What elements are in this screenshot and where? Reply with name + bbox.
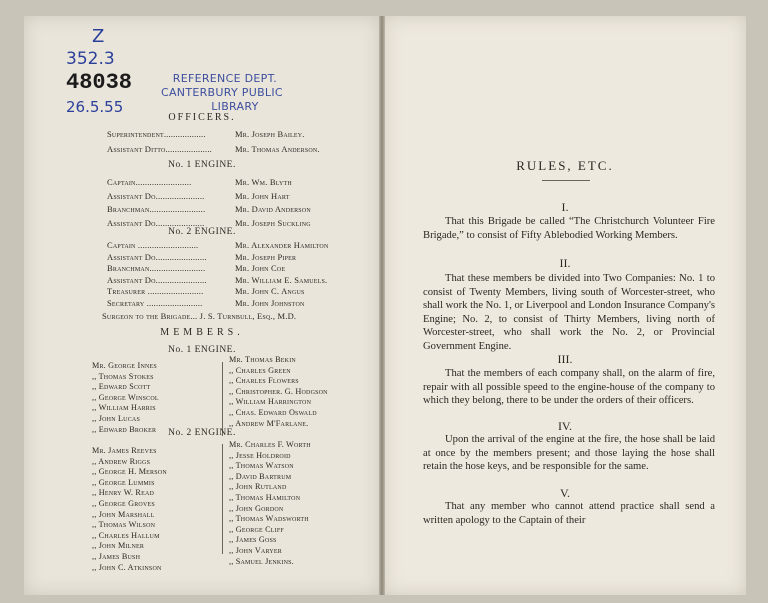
handwritten-class-number: 352.3	[66, 49, 115, 69]
officer-role: Assistant Do.....................	[107, 190, 205, 201]
member-name: ,, George Groves	[92, 498, 155, 508]
member-name: ,, John Rutland	[229, 482, 287, 492]
members-heading: MEMBERS.	[160, 327, 244, 338]
member-name: ,, James Goss	[229, 535, 277, 545]
title-rule	[542, 180, 590, 181]
member-name: ,, Charles Hallum	[92, 530, 160, 540]
library-stamp	[161, 72, 283, 114]
rules-title: RULES, ETC.	[516, 158, 614, 173]
officer-row	[107, 298, 305, 308]
engine1-heading: No. 1 ENGINE.	[168, 160, 236, 170]
rule-numeral: III.	[557, 352, 573, 366]
member-name: ,, John Milner	[92, 541, 145, 551]
members1-right-column	[229, 355, 328, 429]
officer-name: Mr. John C. Angus	[235, 286, 305, 297]
member-name: ,, Charles Green	[229, 365, 291, 375]
officer-row	[107, 204, 311, 214]
officer-name: Mr. John Hart	[235, 190, 290, 201]
officer-role: Assistant Do......................	[107, 274, 207, 285]
member-name: ,, Edward Scott	[92, 382, 151, 392]
member-name: ,, Andrew M'Farlane.	[229, 418, 309, 428]
officer-row	[107, 144, 320, 154]
handwritten-class-letter: Z	[92, 26, 105, 47]
officer-name: Mr. John Coe	[235, 263, 286, 274]
officer-row	[107, 191, 290, 201]
member-name: ,, John Varyer	[229, 545, 282, 555]
member-name: ,, George Cliff	[229, 524, 284, 534]
officer-role: Secretary ........................	[107, 298, 203, 308]
officer-role: Captain ..........................	[107, 240, 199, 250]
officer-name: Mr. William E. Samuels.	[235, 274, 328, 285]
rule-numeral: II.	[559, 256, 571, 270]
officer-name: Mr. Alexander Hamilton	[235, 240, 329, 250]
member-name: ,, Henry W. Read	[92, 488, 155, 498]
officer-row	[107, 129, 305, 139]
officer-row	[107, 252, 296, 262]
officer-row	[107, 177, 292, 187]
officer-role: Assistant Ditto....................	[107, 144, 212, 154]
accession-number: 48038	[66, 70, 133, 95]
member-name: Mr. George Innes	[92, 361, 157, 370]
member-name: ,, John Marshall	[92, 509, 155, 519]
officer-role: Branchman........................	[107, 204, 206, 214]
member-name: Mr. James Reeves	[92, 446, 157, 455]
member-name: ,, Andrew Riggs	[92, 456, 151, 466]
officer-row	[107, 286, 305, 296]
officer-name: Mr. Wm. Blyth	[235, 177, 292, 187]
stamp-line: CANTERBURY PUBLIC	[161, 86, 283, 99]
officer-name: Mr. Thomas Anderson.	[235, 144, 320, 154]
stamp-line: LIBRARY	[211, 100, 259, 113]
officer-name: Mr. Joseph Piper	[235, 251, 297, 262]
officer-row	[107, 263, 285, 273]
member-name: Mr. Charles F. Worth	[229, 440, 311, 449]
members1-heading: No. 1 ENGINE.	[168, 345, 236, 355]
member-name: ,, George H. Merson	[92, 467, 167, 477]
officers-heading: OFFICERS.	[168, 112, 236, 123]
member-name: ,, Charles Flowers	[229, 376, 299, 386]
member-name: ,, Samuel Jenkins.	[229, 556, 294, 566]
stamp-line: REFERENCE DEPT.	[172, 72, 278, 85]
member-name: ,, Thomas Wadsworth	[229, 514, 309, 524]
officer-role: Assistant Do......................	[107, 251, 207, 262]
column-divider	[222, 444, 223, 554]
column-divider	[222, 362, 223, 436]
member-name: ,, John Lucas	[92, 413, 140, 423]
surgeon-line: Surgeon to the Brigade... J. S. Turnbull, Esq., M.D.	[102, 311, 297, 321]
officer-name: Mr. David Anderson	[235, 204, 311, 214]
officer-name: Mr. Joseph Bailey.	[235, 129, 305, 139]
rule-text: That the members of each company shall, on the alarm of fire, repair with all possible speed to the engine-house of the company to which they belong, there to be under the orders of their officers.	[423, 368, 715, 407]
rule-numeral: I.	[561, 200, 569, 214]
rule-text: That any member who cannot attend practice shall send a written apology to the Captain of their	[423, 501, 715, 526]
member-name: ,, Jesse Holdroid	[229, 450, 291, 460]
member-name: ,, Thomas Hamilton	[229, 492, 301, 502]
member-name: ,, David Bartrum	[229, 471, 292, 481]
member-name: ,, Thomas Wilson	[92, 520, 156, 530]
book-spine	[379, 16, 385, 595]
member-name: ,, Thomas Stokes	[92, 371, 154, 381]
member-name: ,, Edward Broker	[92, 424, 157, 434]
rule-text: That these members be divided into Two Companies: No. 1 to consist of Twenty Members, living south of Worcester-street, who shall work the No. 1, or Liverpool and London Insurance Company's Engine; No. 2, to consist of Thirty Members, living north of Worcester-street, who shall work the No. 2, or Provincial Government Engine.	[423, 273, 716, 352]
officer-role: Treasurer ........................	[107, 286, 204, 297]
officer-role: Branchman........................	[107, 263, 206, 274]
engine2-heading: No. 2 ENGINE.	[168, 227, 236, 237]
member-name: ,, William Harris	[92, 403, 156, 413]
officer-row	[107, 240, 328, 250]
rule-numeral: IV.	[557, 419, 573, 433]
officer-role: Captain........................	[107, 177, 192, 187]
member-name: ,, Christopher. G. Hodgson	[229, 386, 328, 396]
member-name: ,, William Harrington	[229, 397, 312, 407]
rule-text: That this Brigade be called “The Christchurch Volunteer Fire Brigade,” to consist of Fifty Ablebodied Working Members.	[423, 216, 715, 241]
members2-heading: No. 2 ENGINE.	[168, 428, 236, 438]
officer-role: Superintendent..................	[107, 129, 206, 139]
member-name: ,, George Lummis	[92, 477, 155, 487]
officer-role: Assistant Do.....................	[107, 217, 205, 228]
member-name: ,, John C. Atkinson	[92, 562, 162, 572]
rule-numeral: V.	[559, 486, 571, 500]
members2-right-column	[229, 440, 311, 567]
member-name: ,, Thomas Watson	[229, 461, 294, 471]
member-name: ,, James Bush	[92, 551, 141, 561]
officer-name: Mr. John Johnston	[235, 298, 305, 308]
members1-left-column	[92, 361, 159, 435]
officer-name: Mr. Joseph Suckling	[235, 217, 311, 228]
member-name: ,, George Winscol	[92, 392, 159, 402]
officer-row	[107, 218, 311, 228]
handwritten-date: 26.5.55	[66, 98, 124, 116]
members2-left-column	[92, 446, 167, 573]
rule-text: Upon the arrival of the engine at the fire, the hose shall be laid at once by the members present; and those laying the hose shall retain the hose keys, and be responsible for the same.	[423, 434, 715, 473]
member-name: ,, John Gordon	[229, 503, 284, 513]
member-name: Mr. Thomas Bekin	[229, 355, 296, 364]
member-name: ,, Chas. Edward Oswald	[229, 407, 317, 417]
officer-row	[107, 275, 327, 285]
